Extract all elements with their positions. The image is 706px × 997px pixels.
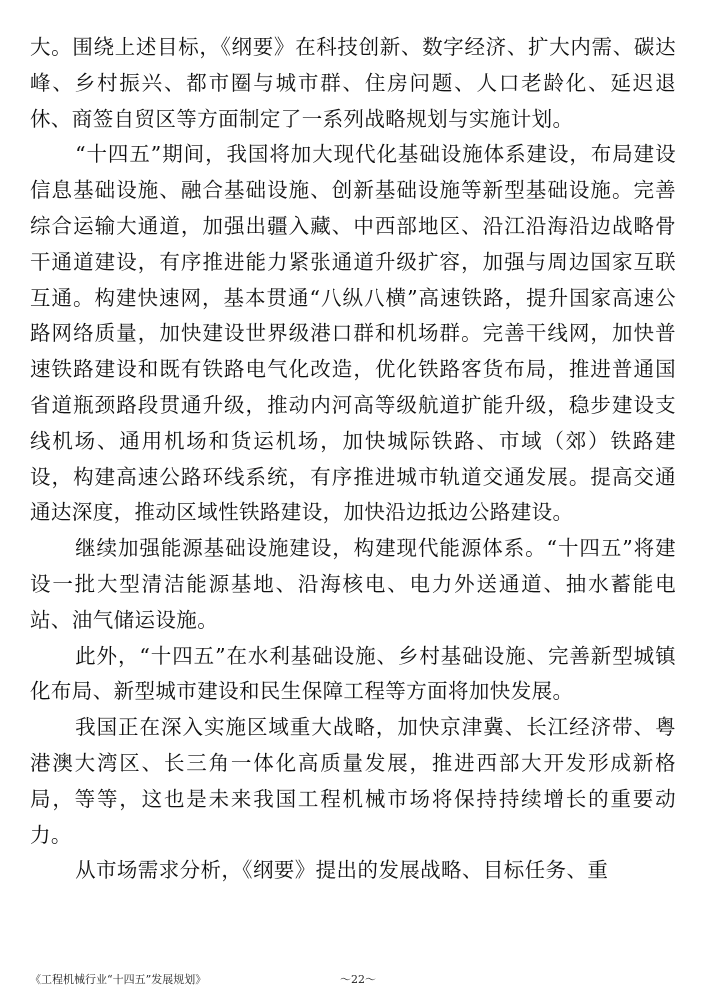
paragraph: 从市场需求分析，《纲要》提出的发展战略、目标任务、重	[75, 858, 609, 883]
page-number: ～22～	[340, 973, 376, 986]
body-text	[30, 30, 676, 889]
paragraph: “十四五”期间，我国将加大现代化基础设施体系建设，布局建设信息基础设施、融合基础设施、创新基础设施等新型基础设施。完善综合运输大通道，加强出疆入藏、中西部地区、沿江沿海沿边战略骨干通道建设，有序推进能力紧张通道升级扩容，加强与周边国家互联互通。构建快速网，基本贯通“八纵八横”高速铁路，提升国家高速公路网络质量，加快建设世界级港口群和机场群。完善干线网，加快普速铁路建设和既有铁路电气化改造，优化铁路客货布局，推进普通国省道瓶颈路段贯通升级，推动内河高等级航道扩能升级，稳步建设支线机场、通用机场和货运机场，加快城际铁路、市域（郊）铁路建设，构建高速公路环线系统，有序推进城市轨道交通发展。提高交通通达深度，推动区域性铁路建设，加快沿边抵边公路建设。	[30, 142, 676, 525]
page-footer	[30, 970, 676, 990]
footer-document-title: 《工程机械行业“十四五”发展规划》	[30, 973, 207, 986]
paragraph: 继续加强能源基础设施建设，构建现代能源体系。“十四五”将建设一批大型清洁能源基地、沿海核电、电力外送通道、抽水蓄能电站、油气储运设施。	[30, 536, 676, 632]
paragraph: 大。围绕上述目标，《纲要》在科技创新、数字经济、扩大内需、碳达峰、乡村振兴、都市圈与城市群、住房问题、人口老龄化、延迟退休、商签自贸区等方面制定了一系列战略规划与实施计划。	[30, 35, 676, 131]
paragraph: 我国正在深入实施区域重大战略，加快京津冀、长江经济带、粤港澳大湾区、长三角一体化高质量发展，推进西部大开发形成新格局，等等，这也是未来我国工程机械市场将保持持续增长的重要动力。	[30, 715, 676, 847]
paragraph: 此外，“十四五”在水利基础设施、乡村基础设施、完善新型城镇化布局、新型城市建设和民生保障工程等方面将加快发展。	[30, 643, 676, 704]
